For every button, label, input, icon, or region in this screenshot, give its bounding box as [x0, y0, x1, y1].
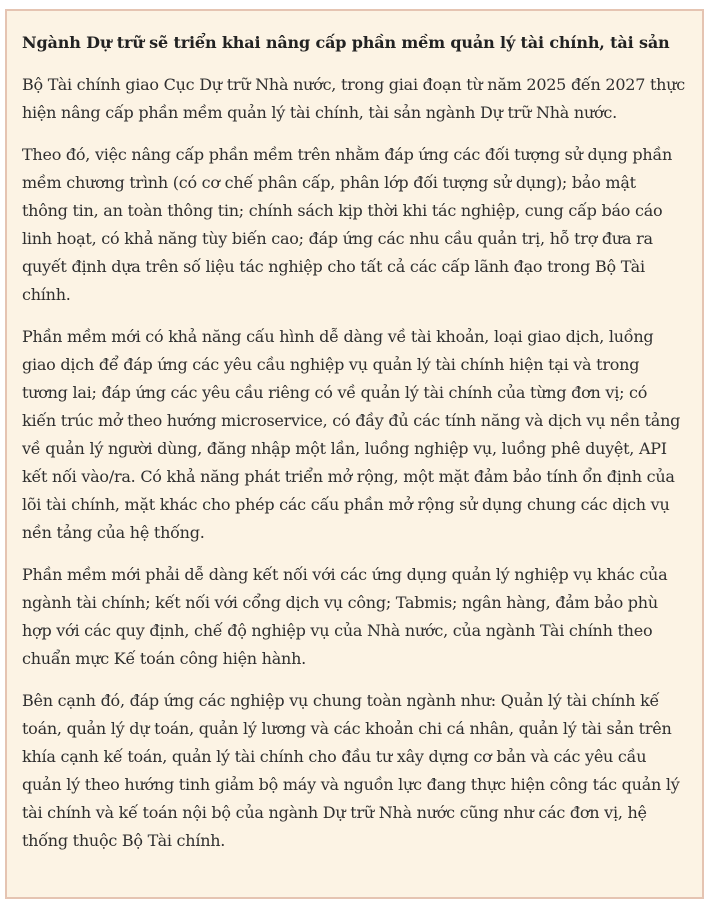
- article-box: [5, 9, 704, 899]
- article-paragraph-1: Bộ Tài chính giao Cục Dự trữ Nhà nước, trong giai đoạn từ năm 2025 đến 2027 thực hiện nâng cấp phần mềm quản lý tài chính, tài sản ngành Dự trữ Nhà nước.: [22, 75, 685, 122]
- article-title: Ngành Dự trữ sẽ triển khai nâng cấp phần mềm quản lý tài chính, tài sản: [22, 33, 670, 52]
- article-paragraph-4: Phần mềm mới phải dễ dàng kết nối với các ứng dụng quản lý nghiệp vụ khác của ngành tài chính; kết nối với cổng dịch vụ công; Tabmis; ngân hàng, đảm bảo phù hợp với các quy định, chế độ nghiệp vụ của Nhà nước, của ngành Tài chính theo chuẩn mực Kế toán công hiện hành.: [22, 565, 668, 668]
- article-paragraph-5: Bên cạnh đó, đáp ứng các nghiệp vụ chung toàn ngành như: Quản lý tài chính kế toán, quản lý dự toán, quản lý lương và các khoản chi cá nhân, quản lý tài sản trên khía cạnh kế toán, quản lý tài chính cho đầu tư xây dựng cơ bản và các yêu cầu quản lý theo hướng tinh giảm bộ máy và nguồn lực đang thực hiện công tác quản lý tài chính và kế toán nội bộ của ngành Dự trữ Nhà nước cũng như các đơn vị, hệ thống thuộc Bộ Tài chính.: [22, 691, 680, 850]
- article-paragraph-3: Phần mềm mới có khả năng cấu hình dễ dàng về tài khoản, loại giao dịch, luồng giao dịch để đáp ứng các yêu cầu nghiệp vụ quản lý tài chính hiện tại và trong tương lai; đáp ứng các yêu cầu riêng có về quản lý tài chính của từng đơn vị; có kiến trúc mở theo hướng microservice, có đầy đủ các tính năng và dịch vụ nền tảng về quản lý người dùng, đăng nhập một lần, luồng nghiệp vụ, luồng phê duyệt, API kết nối vào/ra. Có khả năng phát triển mở rộng, một mặt đảm bảo tính ổn định của lõi tài chính, mặt khác cho phép các cấu phần mở rộng sử dụng chung các dịch vụ nền tảng của hệ thống.: [22, 327, 681, 542]
- article-paragraph-2: Theo đó, việc nâng cấp phần mềm trên nhằm đáp ứng các đối tượng sử dụng phần mềm chương trình (có cơ chế phân cấp, phân lớp đối tượng sử dụng); bảo mật thông tin, an toàn thông tin; chính sách kịp thời khi tác nghiệp, cung cấp báo cáo linh hoạt, có khả năng tùy biến cao; đáp ứng các nhu cầu quản trị, hỗ trợ đưa ra quyết định dựa trên số liệu tác nghiệp cho tất cả các cấp lãnh đạo trong Bộ Tài chính.: [22, 145, 673, 304]
